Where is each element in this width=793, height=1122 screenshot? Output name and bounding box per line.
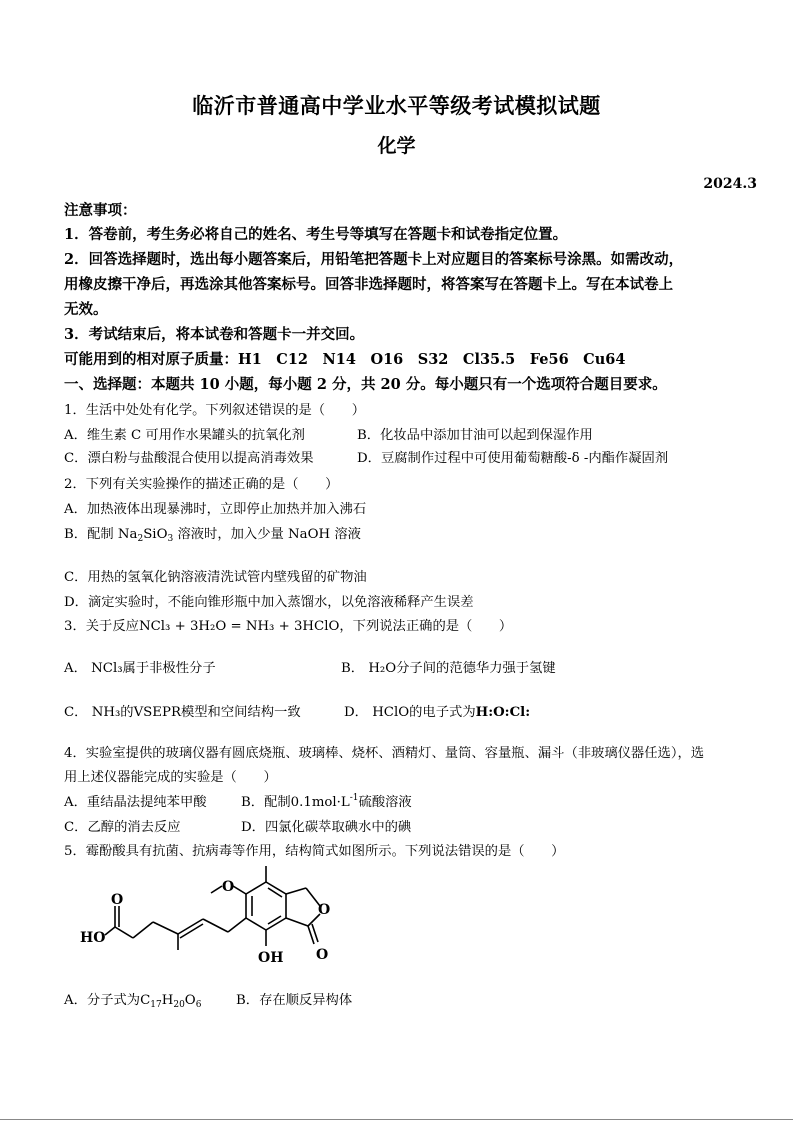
q3-c-vsepr: VSEPR xyxy=(133,705,181,720)
q5-option-b: B．存在顺反异构体 xyxy=(236,993,353,1008)
q4-b-concentration: 0.1mol·L xyxy=(290,795,350,810)
q3-option-d: D． HClO的电子式为H:O:Cl: xyxy=(344,705,531,720)
q3-equation: NCl₃ + 3H₂O = NH₃ + 3HClO xyxy=(138,619,340,634)
exam-date: 2024.3 xyxy=(703,176,757,192)
q1-option-b: B．化妆品中添加甘油可以起到保湿作用 xyxy=(357,428,593,443)
q2-option-b xyxy=(64,523,361,544)
label-lactone-o: O xyxy=(318,902,331,918)
q4-stem-line-1: 4．实验室提供的玻璃仪器有圆底烧瓶、玻璃棒、烧杯、酒精灯、量筒、容量瓶、漏斗（非玻璃仪器任选），选 xyxy=(64,746,705,761)
q2-b-formula-2: NaOH xyxy=(288,527,331,542)
subject-title: 化学 xyxy=(377,135,416,157)
q2-option-c: C．用热的氢氧化钠溶液清洗试管内壁残留的矿物油 xyxy=(64,570,367,585)
label-carbonyl-o: O xyxy=(111,892,124,908)
q3-d-formula: HClO xyxy=(372,705,410,720)
section-1-heading: 一、选择题：本题共 10 小题，每小题 2 分，共 20 分。每小题只有一个选项符合题目要求。 xyxy=(64,376,667,393)
q2-b-prefix: B．配制 xyxy=(64,527,114,542)
atomic-masses: 可能用到的相对原子质量：H1 C12 N14 O16 S32 Cl35.5 Fe56 Cu64 xyxy=(64,351,626,368)
q4-option-d: D．四氯化碳萃取碘水中的碘 xyxy=(241,820,412,835)
q1-option-d: D．豆腐制作过程中可使用葡萄糖酸-δ -内酯作凝固剂 xyxy=(357,451,669,466)
q3-option-a: A． NCl₃属于非极性分子 xyxy=(64,661,216,676)
label-carboxyl-ho: HO xyxy=(80,930,106,946)
q5-a-formula: $C_{17}H_{20}O_6$ xyxy=(140,993,202,1010)
q3-a-formula: NCl₃ xyxy=(91,661,123,676)
note-item-2-line-3: 无效。 xyxy=(64,301,108,318)
q3-c-formula: NH₃ xyxy=(91,705,121,720)
q3-b-formula: H₂O xyxy=(368,661,397,676)
q4-option-a: A．重结晶法提纯苯甲酸 xyxy=(64,795,207,810)
q2-b-middle: 溶液时，加入少量 xyxy=(177,527,284,542)
notes-heading: 注意事项： xyxy=(64,202,137,219)
note-item-2-line-1: 2．回答选择题时，选出每小题答案后，用铅笔把答题卡上对应题目的答案标号涂黑。如需改动， xyxy=(64,251,684,268)
q3-option-c: C． NH₃的VSEPR模型和空间结构一致 xyxy=(64,705,301,720)
note-item-1: 1．答卷前，考生务必将自己的姓名、考生号等填写在答题卡和试卷指定位置。 xyxy=(64,226,568,243)
q2-b-suffix: 溶液 xyxy=(334,527,361,542)
label-methoxy-o: O xyxy=(222,879,235,895)
q5-option-a: A．分子式为$C_{17}H_{20}O_6$ xyxy=(64,993,202,1010)
q1-option-a: A．维生素 C 可用作水果罐头的抗氧化剂 xyxy=(64,428,305,443)
q1-stem: 1．生活中处处有化学。下列叙述错误的是（ ） xyxy=(64,403,365,418)
q2-stem: 2．下列有关实验操作的描述正确的是（ ） xyxy=(64,477,339,492)
page-bottom-divider xyxy=(0,1119,793,1120)
mycophenolic-acid-structure xyxy=(70,862,370,977)
q3-d-electron-formula: H:O:Cl: xyxy=(475,705,531,720)
q5-stem: 5．霉酚酸具有抗菌、抗病毒等作用，结构简式如图所示。下列说法错误的是（ ） xyxy=(64,844,565,859)
label-phenol-oh: OH xyxy=(258,950,284,966)
q1-option-c: C．漂白粉与盐酸混合使用以提高消毒效果 xyxy=(64,451,314,466)
q2-option-a: A．加热液体出现暴沸时，立即停止加热并加入沸石 xyxy=(64,502,367,517)
q2-b-formula-1: $Na_2SiO_3$ xyxy=(117,527,174,544)
label-lactone-carbonyl-o: O xyxy=(316,947,329,963)
q4-option-c: C．乙醇的消去反应 xyxy=(64,820,181,835)
q3-option-b: B． H₂O分子间的范德华力强于氢键 xyxy=(341,661,556,676)
exam-title: 临沂市普通高中学业水平等级考试模拟试题 xyxy=(192,93,601,118)
note-item-3: 3．考试结束后，将本试卷和答题卡一并交回。 xyxy=(64,326,365,343)
q4-option-b: B．配制$0.1mol\cdot L^{-1}$硫酸溶液 xyxy=(241,793,412,810)
q2-option-d: D．滴定实验时，不能向锥形瓶中加入蒸馏水，以免溶液稀释产生误差 xyxy=(64,595,474,610)
note-item-2-line-2: 用橡皮擦干净后，再选涂其他答案标号。回答非选择题时，将答案写在答题卡上。写在本试卷上 xyxy=(64,276,673,293)
q4-stem-line-2: 用上述仪器能完成的实验是（ ） xyxy=(64,770,277,785)
structure-bonds xyxy=(105,866,320,950)
q3-stem: 3．关于反应NCl₃ + 3H₂O = NH₃ + 3HClO，下列说法正确的是（ ） xyxy=(64,619,513,634)
